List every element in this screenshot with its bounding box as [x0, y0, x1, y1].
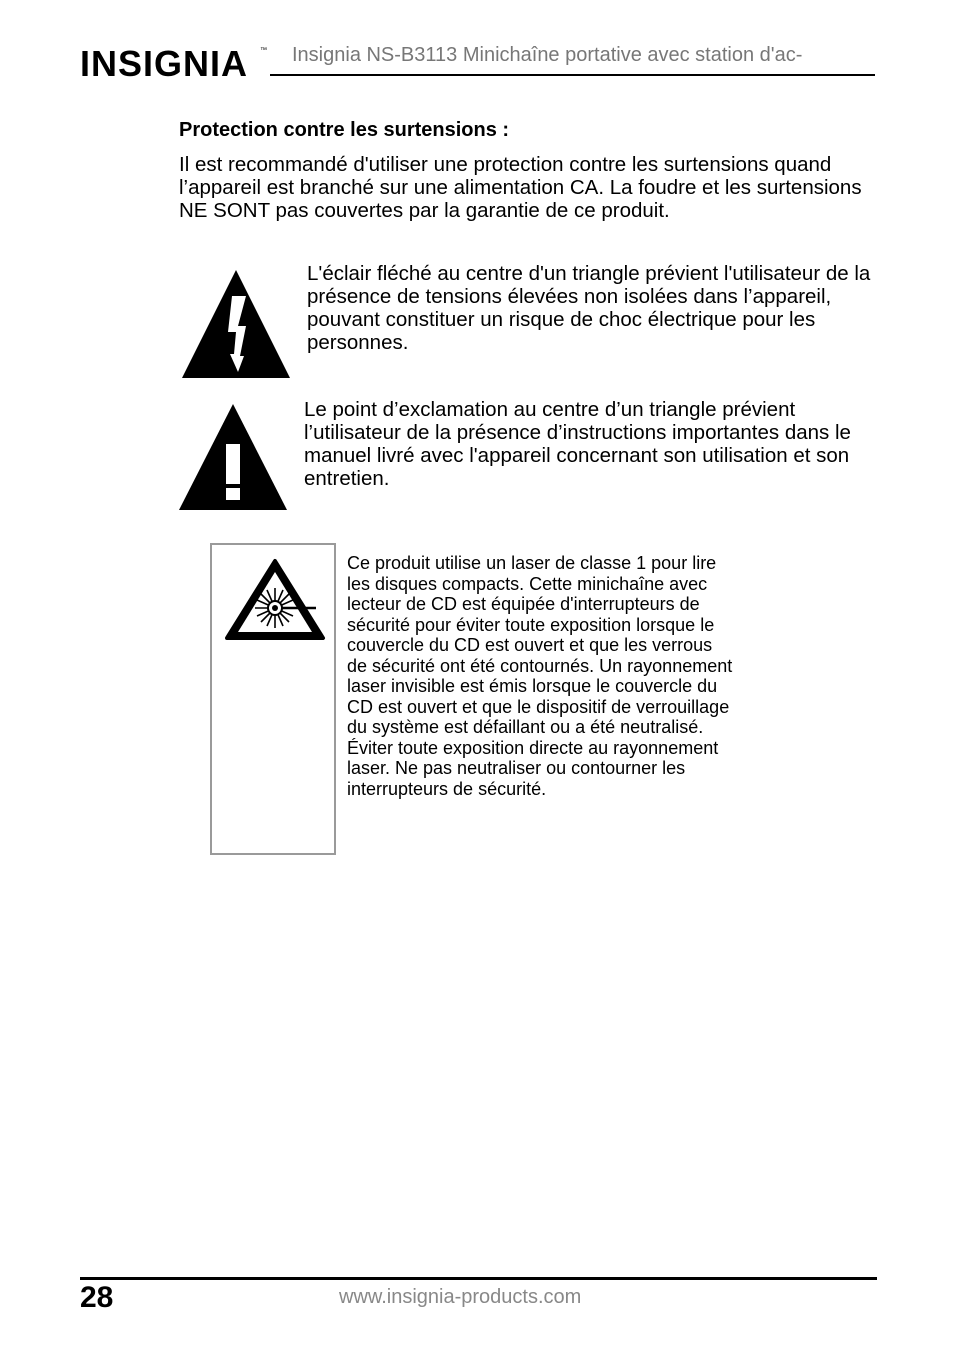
surge-protection-paragraph: Il est recommandé d'utiliser une protection contre les surtensions quand l’appareil est branché sur une alimentation CA. La foudre et les surtensions NE SONT pas couvertes par la garantie de ce produit. — [179, 153, 862, 222]
exclamation-warning-paragraph: Le point d’exclamation au centre d’un triangle prévient l’utilisateur de la présence d’instructions importantes dans le manuel livré avec l'appareil concernant son utilisation et son entretien. — [304, 398, 851, 490]
page-number: 28 — [80, 1281, 114, 1314]
header-divider — [270, 74, 875, 76]
laser-warning-icon — [224, 558, 326, 642]
document-title: Insignia NS-B3113 Minichaîne portative avec station d'ac- — [292, 44, 803, 66]
website-link[interactable]: www.insignia-products.com — [339, 1286, 582, 1308]
laser-warning-paragraph: Ce produit utilise un laser de classe 1 pour lire les disques compacts. Cette minichaîne avec lecteur de CD est équipée d'interrupteurs de sécurité pour éviter toute exposition lorsque le couvercle du CD est ouvert et que les verrous de sécurité ont été contournés. Un rayonnement laser invisible est émis lorsque le couvercle du CD est ouvert et que le dispositif de verrouillage du système est défaillant ou a été neutralisé. Éviter toute exposition directe au rayonnement laser. Ne pas neutraliser ou contourner les interrupteurs de sécurité. — [347, 553, 733, 799]
footer-divider — [80, 1277, 877, 1280]
exclamation-warning-icon — [177, 402, 289, 512]
lightning-warning-icon — [180, 268, 292, 380]
lightning-warning-paragraph: L'éclair fléché au centre d'un triangle prévient l'utilisateur de la présence de tensions élevées non isolées dans l’appareil, pouvant constituer un risque de choc électrique pour les personnes. — [307, 262, 871, 354]
insignia-logo — [80, 34, 270, 90]
logo-wordmark: INSIGNIA — [80, 43, 249, 84]
section-heading: Protection contre les surtensions : — [179, 119, 510, 141]
logo-trademark: ™ — [260, 47, 267, 54]
